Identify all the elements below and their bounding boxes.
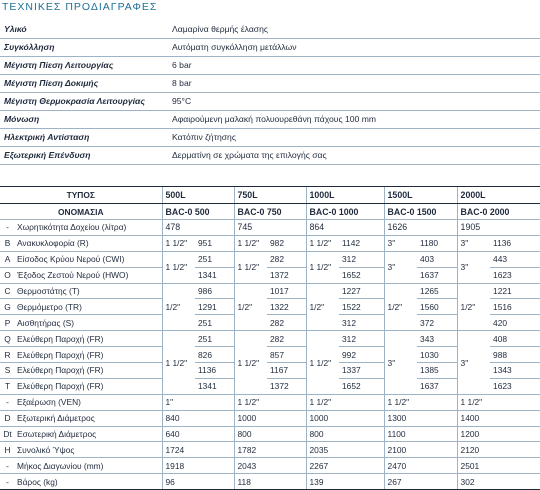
connection-height: 282 <box>267 251 306 267</box>
capacity-value: 745 <box>234 220 306 236</box>
spec-label: Υλικό <box>0 20 168 38</box>
model-header: 750L <box>234 187 306 204</box>
model-header: 1000L <box>306 187 384 204</box>
model-name: BAC-0 500 <box>162 204 234 220</box>
connection-height: 1030 <box>417 347 457 363</box>
connection-height: 1652 <box>339 267 384 283</box>
model-header: 1500L <box>384 187 457 204</box>
row-code: Dt <box>0 426 15 442</box>
dimension-value: 2120 <box>457 442 540 458</box>
connection-height: 1637 <box>417 378 457 394</box>
dimension-value: 139 <box>306 474 384 490</box>
connection-height: 1337 <box>339 363 384 379</box>
model-name: BAC-0 750 <box>234 204 306 220</box>
connection-height: 1522 <box>339 299 384 315</box>
row-code: O <box>0 267 15 283</box>
dimension-value: 1300 <box>384 410 457 426</box>
name-header: ΟΝΟΜΑΣΙΑ <box>0 204 162 220</box>
row-label: Εξωτερική Διάμετρος <box>15 410 162 426</box>
dimension-value: 640 <box>162 426 234 442</box>
connection-size: 3" <box>384 235 417 251</box>
connection-height: 1343 <box>490 363 540 379</box>
capacity-row <box>0 220 540 236</box>
spec-row <box>0 20 540 38</box>
dimension-value: 1000 <box>234 410 306 426</box>
connection-height: 251 <box>195 315 234 331</box>
spec-label: Μέγιστη Πίεση Δοκιμής <box>0 74 168 92</box>
spec-label: Μέγιστη Πίεση Λειτουργίας <box>0 56 168 74</box>
connection-height: 420 <box>490 315 540 331</box>
spec-value: Αυτόματη συγκόλληση μετάλλων <box>168 38 540 56</box>
spec-row <box>0 56 540 74</box>
spec-label: Συγκόλληση <box>0 38 168 56</box>
vent-size: 1 1/2" <box>234 394 306 410</box>
connection-height: 408 <box>490 331 540 347</box>
connection-height: 1221 <box>490 283 540 299</box>
row-code: Q <box>0 331 15 347</box>
connection-height: 282 <box>267 331 306 347</box>
connection-height: 1623 <box>490 378 540 394</box>
connection-height: 1372 <box>267 267 306 283</box>
spec-value: 95°C <box>168 92 540 110</box>
connection-height: 1136 <box>490 235 540 251</box>
capacity-value: 1626 <box>384 220 457 236</box>
connection-height: 1227 <box>339 283 384 299</box>
connection-height: 1291 <box>195 299 234 315</box>
dimension-value: 96 <box>162 474 234 490</box>
connection-size: 3" <box>384 331 417 395</box>
spec-value: Λαμαρίνα θερμής έλασης <box>168 20 540 38</box>
connection-size: 3" <box>384 251 417 283</box>
model-name: BAC-0 1000 <box>306 204 384 220</box>
connection-height: 1265 <box>417 283 457 299</box>
dimension-value: 302 <box>457 474 540 490</box>
spec-label: Εξωτερική Επένδυση <box>0 146 168 164</box>
row-label: Ελεύθερη Παροχή (FR) <box>15 331 162 347</box>
capacity-value: 478 <box>162 220 234 236</box>
dimension-value: 267 <box>384 474 457 490</box>
dimension-row <box>0 458 540 474</box>
connection-size: 1 1/2" <box>162 235 195 251</box>
dimension-value: 1200 <box>457 426 540 442</box>
connection-size: 3" <box>457 331 490 395</box>
connection-height: 282 <box>267 315 306 331</box>
connection-height: 1341 <box>195 378 234 394</box>
connection-size: 1/2" <box>384 283 417 331</box>
spec-row <box>0 128 540 146</box>
connection-height: 1385 <box>417 363 457 379</box>
connection-size: 1/2" <box>162 283 195 331</box>
dimension-value: 800 <box>234 426 306 442</box>
spec-value: Κατόπιν ζήτησης <box>168 128 540 146</box>
connection-size: 1 1/2" <box>162 331 195 395</box>
row-code: H <box>0 442 15 458</box>
row-label: Εσωτερική Διάμετρος <box>15 426 162 442</box>
row-label: Ανακυκλοφορία (R) <box>15 235 162 251</box>
connection-size: 1 1/2" <box>306 331 339 395</box>
dimension-value: 2470 <box>384 458 457 474</box>
row-label: Είσοδος Κρύου Νερού (CWI) <box>15 251 162 267</box>
vent-row <box>0 394 540 410</box>
connection-size: 1 1/2" <box>234 235 267 251</box>
capacity-value: 1905 <box>457 220 540 236</box>
row-code: R <box>0 347 15 363</box>
connection-height: 1341 <box>195 267 234 283</box>
dimension-value: 1918 <box>162 458 234 474</box>
connection-size: 1/2" <box>457 283 490 331</box>
connection-height: 1017 <box>267 283 306 299</box>
dimension-value: 2100 <box>384 442 457 458</box>
vent-size: 1 1/2" <box>457 394 540 410</box>
row-code: P <box>0 315 15 331</box>
spec-row <box>0 146 540 164</box>
dimension-row <box>0 474 540 490</box>
connection-height: 1516 <box>490 299 540 315</box>
connection-height: 1623 <box>490 267 540 283</box>
model-header: 500L <box>162 187 234 204</box>
spec-value: Αφαιρούμενη μαλακή πολυουρεθάνη πάχους 100 mm <box>168 110 540 128</box>
spec-value: Δερματίνη σε χρώματα της επιλογής σας <box>168 146 540 164</box>
connection-height: 1180 <box>417 235 457 251</box>
row-label: Έξοδος Ζεστού Νερού (HWO) <box>15 267 162 283</box>
connection-height: 312 <box>339 251 384 267</box>
connection-height: 826 <box>195 347 234 363</box>
connection-row <box>0 331 540 347</box>
general-specs-table <box>0 20 540 165</box>
connection-height: 988 <box>490 347 540 363</box>
dimension-row <box>0 426 540 442</box>
connection-size: 3" <box>457 251 490 283</box>
connection-size: 1 1/2" <box>234 251 267 283</box>
connection-height: 986 <box>195 283 234 299</box>
connection-height: 1637 <box>417 267 457 283</box>
row-code: G <box>0 299 15 315</box>
dimension-value: 1782 <box>234 442 306 458</box>
row-label: Ελεύθερη Παροχή (FR) <box>15 363 162 379</box>
connection-height: 312 <box>339 331 384 347</box>
row-label: Εξαέρωση (VEN) <box>15 394 162 410</box>
row-label: Συνολικό Ύψος <box>15 442 162 458</box>
page-title: ΤΕΧΝΙΚΕΣ ΠΡΟΔΙΑΓΡΑΦΕΣ <box>2 1 158 13</box>
dimension-value: 2267 <box>306 458 384 474</box>
connection-row <box>0 235 540 251</box>
dimension-value: 840 <box>162 410 234 426</box>
row-label: Μήκος Διαγωνίου (mm) <box>15 458 162 474</box>
connection-row <box>0 283 540 299</box>
connection-height: 251 <box>195 331 234 347</box>
connection-height: 1167 <box>267 363 306 379</box>
connection-height: 992 <box>339 347 384 363</box>
name-row <box>0 204 540 220</box>
row-code: B <box>0 235 15 251</box>
connection-height: 372 <box>417 315 457 331</box>
row-label: Θερμόμετρο (TR) <box>15 299 162 315</box>
row-code: A <box>0 251 15 267</box>
row-label: Χωρητικότητα Δοχείου (λίτρα) <box>15 220 162 236</box>
vent-size: 1" <box>162 394 234 410</box>
connection-height: 443 <box>490 251 540 267</box>
connection-size: 1 1/2" <box>162 251 195 283</box>
row-code: S <box>0 363 15 379</box>
row-label: Αισθητήρας (S) <box>15 315 162 331</box>
connection-size: 1 1/2" <box>234 331 267 395</box>
spec-row <box>0 74 540 92</box>
connection-size: 3" <box>457 235 490 251</box>
spec-value: 8 bar <box>168 74 540 92</box>
connection-height: 857 <box>267 347 306 363</box>
row-code: - <box>0 220 15 236</box>
row-code: D <box>0 410 15 426</box>
spec-row <box>0 110 540 128</box>
dimension-value: 2035 <box>306 442 384 458</box>
connection-height: 251 <box>195 251 234 267</box>
connection-size: 1/2" <box>306 283 339 331</box>
dimension-value: 1724 <box>162 442 234 458</box>
connection-height: 1322 <box>267 299 306 315</box>
spec-label: Μέγιστη Θερμοκρασία Λειτουργίας <box>0 92 168 110</box>
spec-row <box>0 92 540 110</box>
row-label: Βάρος (kg) <box>15 474 162 490</box>
dimension-value: 118 <box>234 474 306 490</box>
row-code: - <box>0 474 15 490</box>
connection-height: 1372 <box>267 378 306 394</box>
connection-height: 982 <box>267 235 306 251</box>
connection-height: 1142 <box>339 235 384 251</box>
row-label: Ελεύθερη Παροχή (FR) <box>15 378 162 394</box>
connection-height: 312 <box>339 315 384 331</box>
model-name: BAC-0 1500 <box>384 204 457 220</box>
dimension-value: 1400 <box>457 410 540 426</box>
dimension-row <box>0 410 540 426</box>
dimension-row <box>0 442 540 458</box>
spec-row <box>0 38 540 56</box>
vent-size: 1 1/2" <box>306 394 384 410</box>
dimension-value: 1000 <box>306 410 384 426</box>
connection-height: 1560 <box>417 299 457 315</box>
dimension-value: 2501 <box>457 458 540 474</box>
model-header: 2000L <box>457 187 540 204</box>
connection-size: 1/2" <box>234 283 267 331</box>
header-row <box>0 187 540 204</box>
connection-height: 951 <box>195 235 234 251</box>
row-code: T <box>0 378 15 394</box>
row-code: C <box>0 283 15 299</box>
spec-label: Μόνωση <box>0 110 168 128</box>
dimension-value: 2043 <box>234 458 306 474</box>
connection-size: 1 1/2" <box>306 235 339 251</box>
row-label: Ελεύθερη Παροχή (FR) <box>15 347 162 363</box>
vent-size: 1 1/2" <box>384 394 457 410</box>
connection-height: 403 <box>417 251 457 267</box>
dimension-value: 1100 <box>384 426 457 442</box>
connection-height: 1652 <box>339 378 384 394</box>
connection-height: 343 <box>417 331 457 347</box>
row-label: Θερμοστάτης (T) <box>15 283 162 299</box>
dimension-value: 800 <box>306 426 384 442</box>
spec-value: 6 bar <box>168 56 540 74</box>
row-code: - <box>0 458 15 474</box>
capacity-value: 864 <box>306 220 384 236</box>
spec-label: Ηλεκτρική Αντίσταση <box>0 128 168 146</box>
model-name: BAC-0 2000 <box>457 204 540 220</box>
row-code: - <box>0 394 15 410</box>
connection-row <box>0 251 540 267</box>
connection-size: 1 1/2" <box>306 251 339 283</box>
model-specs-table <box>0 186 540 490</box>
connection-height: 1136 <box>195 363 234 379</box>
type-header: ΤΥΠΟΣ <box>0 187 162 204</box>
